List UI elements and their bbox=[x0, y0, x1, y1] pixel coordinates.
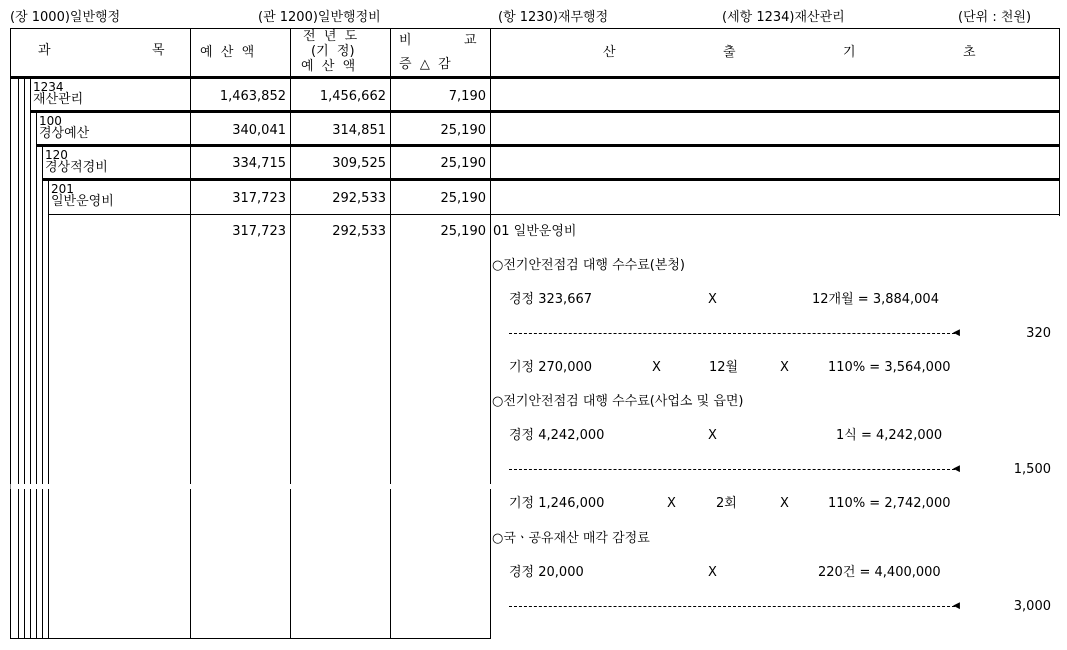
item-prev-result: 110% = 3,564,000 bbox=[828, 360, 951, 375]
row-sep-3 bbox=[42, 178, 1060, 181]
table-top-border bbox=[10, 28, 1060, 29]
row-code: 201 bbox=[51, 182, 74, 196]
header-sehang: (세항 1234)재산관리 bbox=[722, 10, 845, 25]
item-current-result: 1식 = 4,242,000 bbox=[836, 428, 943, 443]
col-basis-label-3: 기 bbox=[843, 45, 856, 60]
item-prev-calc: 기정 270,000 bbox=[509, 360, 593, 375]
detail-prev: 292,533 bbox=[332, 224, 386, 239]
item-prev-times-2: X bbox=[780, 360, 789, 375]
col-subject-label-b: 목 bbox=[152, 43, 165, 58]
item-current-calc: 경정 4,242,000 bbox=[509, 428, 605, 443]
item-amount: 320 bbox=[1026, 326, 1051, 341]
col-prev-label-3: 예 산 액 bbox=[301, 59, 356, 74]
nest-line-3 bbox=[30, 78, 31, 638]
col-prev-label-2: (기 정) bbox=[311, 44, 355, 59]
row-diff: 25,190 bbox=[440, 191, 486, 206]
row-code: 120 bbox=[45, 148, 68, 162]
row-budget: 340,041 bbox=[232, 123, 286, 138]
item-current-result: 220건 = 4,400,000 bbox=[818, 565, 941, 580]
row-code: 1234 bbox=[33, 80, 64, 94]
item-prev-calc: 기정 1,246,000 bbox=[509, 496, 605, 511]
col-basis-label-1: 산 bbox=[603, 45, 616, 60]
detail-title: 01 일반운영비 bbox=[493, 224, 577, 239]
item-amount: 1,500 bbox=[1013, 462, 1051, 477]
item-dash-line bbox=[509, 469, 955, 470]
item-prev-months: 2회 bbox=[716, 496, 737, 511]
nest-line-2 bbox=[24, 78, 25, 638]
row-prev: 292,533 bbox=[332, 191, 386, 206]
item-current-result: 12개월 = 3,884,004 bbox=[812, 292, 939, 307]
nest-line-5 bbox=[42, 146, 43, 638]
row-prev: 1,456,662 bbox=[319, 89, 386, 104]
header-unit: (단위 : 천원) bbox=[958, 10, 1032, 25]
arrow-icon: ◀ bbox=[953, 464, 960, 474]
row-diff: 25,190 bbox=[440, 123, 486, 138]
item-current-times: X bbox=[708, 565, 717, 580]
table-left-border bbox=[10, 28, 11, 638]
col-prev-label-1: 전 년 도 bbox=[303, 29, 358, 44]
arrow-icon: ◀ bbox=[953, 328, 960, 338]
col-divider-cmp bbox=[390, 28, 391, 638]
row-sep-4 bbox=[48, 214, 1060, 215]
item-prev-result: 110% = 2,742,000 bbox=[828, 496, 951, 511]
row-name: 재산관리 bbox=[33, 92, 84, 107]
gap-line-a bbox=[10, 484, 11, 489]
item-current-calc: 경정 20,000 bbox=[509, 565, 584, 580]
col-cmp-label-1a: 비 bbox=[399, 33, 412, 48]
table-right-border bbox=[1059, 28, 1060, 216]
nest-line-6 bbox=[48, 180, 49, 638]
col-basis-label-2: 출 bbox=[723, 45, 736, 60]
row-prev: 314,851 bbox=[332, 123, 386, 138]
col-divider-prev bbox=[290, 28, 291, 638]
row-prev: 309,525 bbox=[332, 156, 386, 171]
detail-diff: 25,190 bbox=[440, 224, 486, 239]
item-current-times: X bbox=[708, 428, 717, 443]
header-hang: (항 1230)재무행정 bbox=[498, 10, 609, 25]
row-sep-1 bbox=[30, 110, 1060, 113]
table-bottom-border bbox=[10, 638, 491, 639]
row-sep-2 bbox=[36, 144, 1060, 147]
item-prev-months: 12월 bbox=[709, 360, 739, 375]
col-cmp-label-2: 증 △ 감 bbox=[399, 57, 451, 72]
item-prev-times-1: X bbox=[667, 496, 676, 511]
row-name: 경상적경비 bbox=[45, 160, 108, 175]
item-dash-line bbox=[509, 333, 955, 334]
row-diff: 25,190 bbox=[440, 156, 486, 171]
col-divider-basis bbox=[490, 28, 491, 638]
col-basis-label-4: 초 bbox=[963, 45, 976, 60]
item-dash-line bbox=[509, 606, 955, 607]
header-gwan: (관 1200)일반행정비 bbox=[258, 10, 381, 25]
arrow-icon: ◀ bbox=[953, 601, 960, 611]
item-prev-times-1: X bbox=[652, 360, 661, 375]
row-name: 일반운영비 bbox=[51, 194, 114, 209]
row-code: 100 bbox=[39, 114, 62, 128]
col-divider-budget bbox=[190, 28, 191, 638]
row-name: 경상예산 bbox=[39, 126, 90, 141]
col-budget-label: 예 산 액 bbox=[200, 45, 255, 60]
page-break-gap bbox=[8, 484, 1063, 489]
item-prev-times-2: X bbox=[780, 496, 789, 511]
item-heading: ○전기안전점검 대행 수수료(본청) bbox=[492, 258, 686, 273]
row-budget: 334,715 bbox=[232, 156, 286, 171]
row-budget: 1,463,852 bbox=[219, 89, 286, 104]
header-bottom-border bbox=[10, 76, 1060, 79]
item-current-times: X bbox=[708, 292, 717, 307]
item-heading: ○국ㆍ공유재산 매각 감정료 bbox=[492, 531, 650, 546]
item-heading: ○전기안전점검 대행 수수료(사업소 및 읍면) bbox=[492, 394, 744, 409]
row-diff: 7,190 bbox=[448, 89, 486, 104]
row-budget: 317,723 bbox=[232, 191, 286, 206]
detail-budget: 317,723 bbox=[232, 224, 286, 239]
col-cmp-label-1b: 교 bbox=[464, 33, 477, 48]
col-subject-label-a: 과 bbox=[38, 43, 51, 58]
nest-line-1 bbox=[18, 78, 19, 638]
header-jang: (장 1000)일반행정 bbox=[10, 10, 121, 25]
item-current-calc: 경정 323,667 bbox=[509, 292, 593, 307]
nest-line-4 bbox=[36, 112, 37, 638]
item-amount: 3,000 bbox=[1013, 599, 1051, 614]
